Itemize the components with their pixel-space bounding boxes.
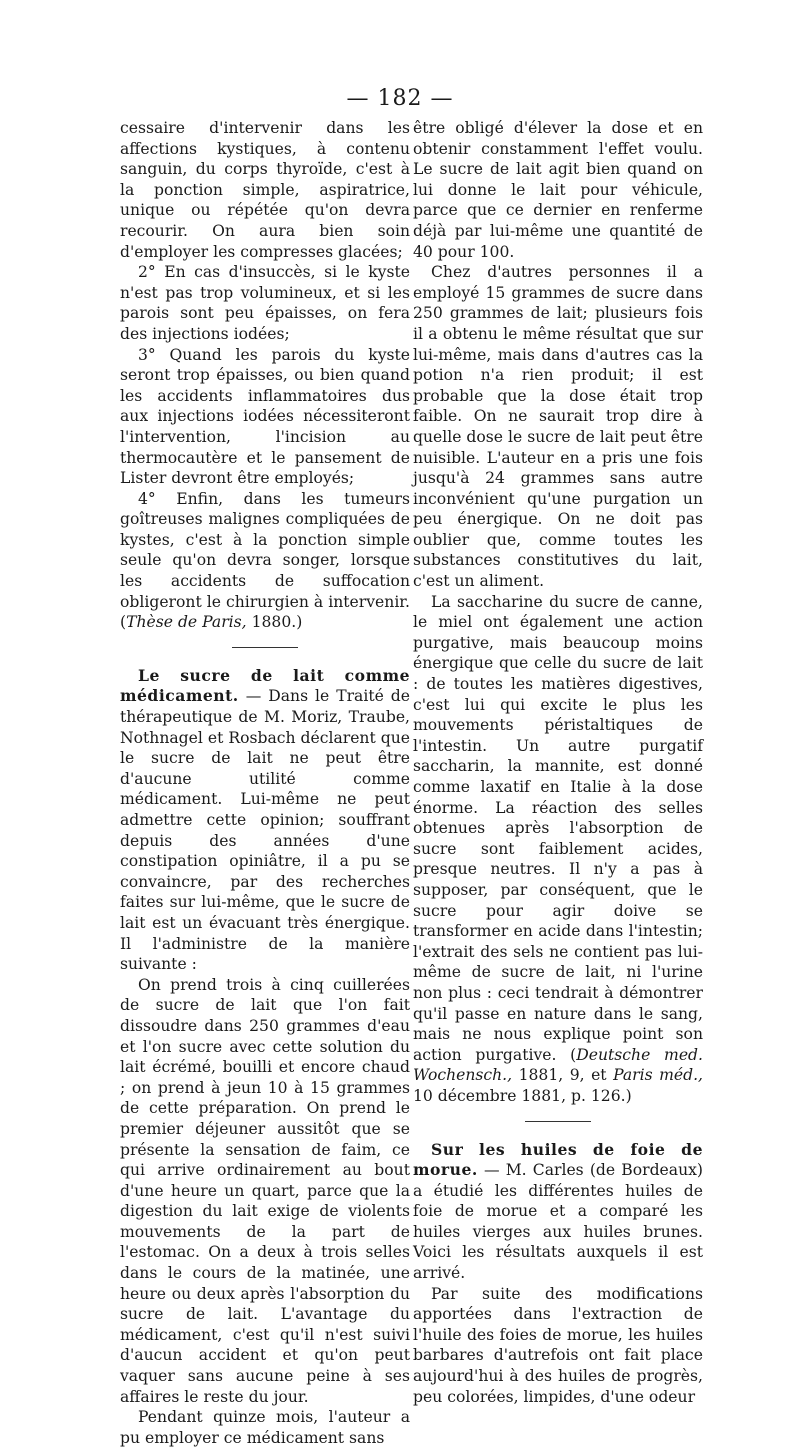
paragraph: Par suite des modifications apportées dans l'extraction de l'huile des foies de morue, les huiles barbares d'autrefois ont fait place aujourd'hui à des huiles de progrès, peu colorées, limpides, d'une odeur <box>413 1284 703 1406</box>
paragraph: cessaire d'intervenir dans les affections kystiques, à contenu sanguin, du corps thyroïde, c'est à la ponction simple, aspiratrice, unique ou répétée qu'on devra recourir. On aura bien soin d'employer les compresses glacées; <box>120 119 410 261</box>
paren: ( <box>120 613 127 632</box>
source-citation: Thèse de Paris, <box>126 613 247 632</box>
paren: ( <box>570 1045 577 1064</box>
paragraph: Chez d'autres personnes il a employé 15 grammes de sucre dans 250 grammes de lait; plusieurs fois il a obtenu le même résultat que sur lui-même, mais dans d'autres cas la potion n'a rien produit; il est probable que la dose était trop faible. On ne saurait trop dire à quelle dose le sucre de lait peut être nuisible. L'auteur en a pris une fois jusqu'à 24 grammes sans autre inconvénient qu'une purgation un peu énergique. On ne doit pas oublier que, comme toutes les substances constitutives du lait, c'est un aliment. <box>413 263 703 591</box>
paragraph <box>413 592 703 1107</box>
citation-text: 1881, 9, et <box>512 1066 614 1085</box>
article-heading: Sur les huiles de foie de morue. <box>413 1139 703 1180</box>
paragraph: 2° En cas d'insuccès, si le kyste n'est pas trop volumineux, et si les parois sont peu épaisses, on fera des injections iodées; <box>120 263 410 343</box>
paragraph-text: — Dans le Traité de thérapeutique de M. Moriz, Traube, Nothnagel et Rosbach déclarent que le sucre de lait ne peut être d'aucune utilité comme médicament. Lui-même ne peut admettre cette opinion; souffrant depuis des années d'une constipation opiniâtre, il a pu se convaincre, par des recherches faites sur lui-même, que le sucre de lait est un évacuant très énergique. Il l'administre de la manière suivante : <box>120 687 410 974</box>
paragraph-text: 4° Enfin, dans les tumeurs goîtreuses malignes compliquées de kystes, c'est à la ponction simple seule qu'on devra songer, lorsque les accidents de suffocation obligeront le chirurgien à intervenir. <box>120 489 410 611</box>
source-citation: Paris méd., <box>613 1066 704 1085</box>
paragraph <box>120 489 410 633</box>
citation-year: 1880.) <box>246 613 303 632</box>
section-divider <box>232 647 298 648</box>
article-paragraph <box>413 1140 703 1284</box>
source-citation: Deutsche med. Wochensch., <box>413 1045 703 1085</box>
paragraph: 3° Quand les parois du kyste seront trop épaisses, ou bien quand les accidents inflammatoires dus aux injections iodées nécessiteront l'intervention, l'incision au thermocautère et le pansement de Lister devront être employés; <box>120 345 410 488</box>
paragraph-text: La saccharine du sucre de canne, le miel ont également une action purgative, mais beaucoup moins énergique que celle du sucre de lait : de toutes les matières digestives, c'est lui qui excite le plus les mouvements péristaltiques de l'intestin. Un autre purgatif saccharin, la mannite, est donné comme laxatif en Italie à la dose énorme. La réaction des selles obtenues après l'absorption de sucre sont faiblement acides, presque neutres. Il n'y a pas à supposer, par conséquent, que le sucre pour agir doive se transformer en acide dans l'intestin; l'extrait des sels ne contient pas lui-même de sucre de lait, ni l'urine non plus : ceci tendrait à démontrer qu'il passe en nature dans le sang, mais ne nous explique point son action purgative. <box>413 592 703 1064</box>
paragraph-text: — M. Carles (de Bordeaux) a étudié les différentes huiles de foie de morue et a comparé les huiles vierges aux huiles brunes. Voici les résultats auxquels il est arrivé. <box>413 1161 703 1283</box>
citation-text: 10 décembre 1881, p. 126.) <box>413 1086 632 1105</box>
paragraph: être obligé d'élever la dose et en obtenir constamment l'effet voulu. Le sucre de lait agit bien quand on lui donne le lait pour véhicule, parce que ce dernier en renferme déjà par lui-même une quantité de 40 pour 100. <box>413 119 703 261</box>
left-column <box>120 118 410 1448</box>
right-column <box>413 118 703 1407</box>
article-paragraph <box>120 666 410 975</box>
section-divider <box>525 1121 591 1122</box>
paragraph: On prend trois à cinq cuillerées de sucre de lait que l'on fait dissoudre dans 250 grammes d'eau et l'on sucre avec cette solution du lait écrémé, bouilli et encore chaud ; on prend à jeun 10 à 15 grammes de cette préparation. On prend le premier déjeuner aussitôt que se présente la sensation de faim, ce qui arrive ordinairement au bout d'une heure un quart, parce que la digestion du lait exige de violents mouvements de la part de l'estomac. On a deux à trois selles dans le cours de la matinée, une heure ou deux après l'absorption du sucre de lait. L'avantage du médicament, c'est qu'il n'est suivi d'aucun accident et qu'on peut vaquer sans aucune peine à ses affaires le reste du jour. <box>120 975 410 1406</box>
page-number: — 182 — <box>346 86 454 111</box>
article-heading: Le sucre de lait comme médicament. <box>120 665 410 706</box>
paragraph: Pendant quinze mois, l'auteur a pu employer ce médicament sans <box>120 1408 410 1447</box>
